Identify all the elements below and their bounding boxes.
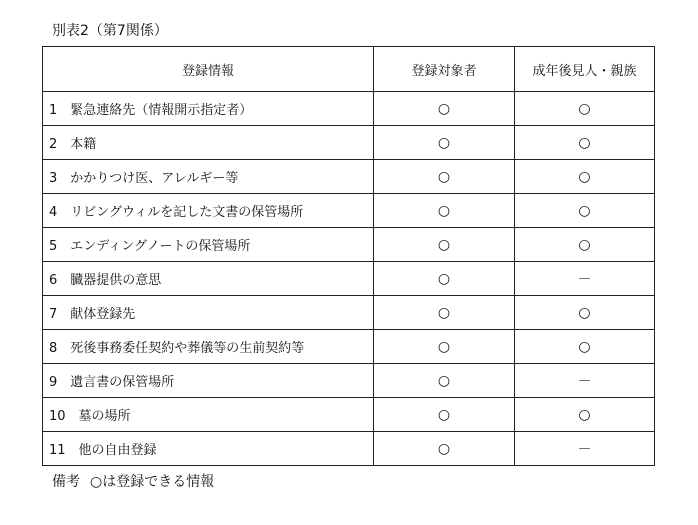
guardian-mark: ○ [515, 126, 655, 160]
item-cell: 6 臓器提供の意思 [43, 262, 374, 296]
table-row [43, 398, 655, 432]
header-guardian-relatives: 成年後見人・親族 [515, 47, 655, 92]
table-row [43, 296, 655, 330]
item-cell: 10 墓の場所 [43, 398, 374, 432]
guardian-mark: ○ [515, 330, 655, 364]
item-cell: 2 本籍 [43, 126, 374, 160]
registrant-mark: ○ [374, 296, 515, 330]
table-row [43, 194, 655, 228]
table-row [43, 228, 655, 262]
table-row [43, 364, 655, 398]
table-header [43, 47, 655, 92]
registrant-mark: ○ [374, 194, 515, 228]
guardian-mark: ○ [515, 160, 655, 194]
table-row [43, 262, 655, 296]
item-cell: 1 緊急連絡先（情報開示指定者） [43, 92, 374, 126]
table-row [43, 432, 655, 466]
item-cell: 8 死後事務委任契約や葬儀等の生前契約等 [43, 330, 374, 364]
registrant-mark: ○ [374, 262, 515, 296]
registration-table [42, 46, 655, 466]
header-registrant: 登録対象者 [374, 47, 515, 92]
guardian-mark: ○ [515, 194, 655, 228]
item-cell: 5 エンディングノートの保管場所 [43, 228, 374, 262]
registrant-mark: ○ [374, 398, 515, 432]
registrant-mark: ○ [374, 126, 515, 160]
table-row [43, 160, 655, 194]
table-row [43, 92, 655, 126]
guardian-mark: － [515, 432, 655, 466]
registrant-mark: ○ [374, 92, 515, 126]
guardian-mark: － [515, 262, 655, 296]
registrant-mark: ○ [374, 160, 515, 194]
item-cell: 7 献体登録先 [43, 296, 374, 330]
guardian-mark: － [515, 364, 655, 398]
item-cell: 3 かかりつけ医、アレルギー等 [43, 160, 374, 194]
remarks-text: ○は登録できる情報 [90, 474, 215, 490]
header-registration-info: 登録情報 [43, 47, 374, 92]
document-title: 別表2（第7関係） [52, 23, 168, 39]
registrant-mark: ○ [374, 432, 515, 466]
table-row [43, 330, 655, 364]
remarks-label: 備考 [52, 474, 80, 490]
table-row [43, 126, 655, 160]
guardian-mark: ○ [515, 92, 655, 126]
item-cell: 11 他の自由登録 [43, 432, 374, 466]
guardian-mark: ○ [515, 296, 655, 330]
remarks-note [52, 473, 214, 491]
item-cell: 4 リビングウィルを記した文書の保管場所 [43, 194, 374, 228]
guardian-mark: ○ [515, 398, 655, 432]
registrant-mark: ○ [374, 364, 515, 398]
header-row [43, 47, 655, 92]
item-cell: 9 遺言書の保管場所 [43, 364, 374, 398]
registrant-mark: ○ [374, 228, 515, 262]
table-body [43, 92, 655, 466]
registrant-mark: ○ [374, 330, 515, 364]
guardian-mark: ○ [515, 228, 655, 262]
